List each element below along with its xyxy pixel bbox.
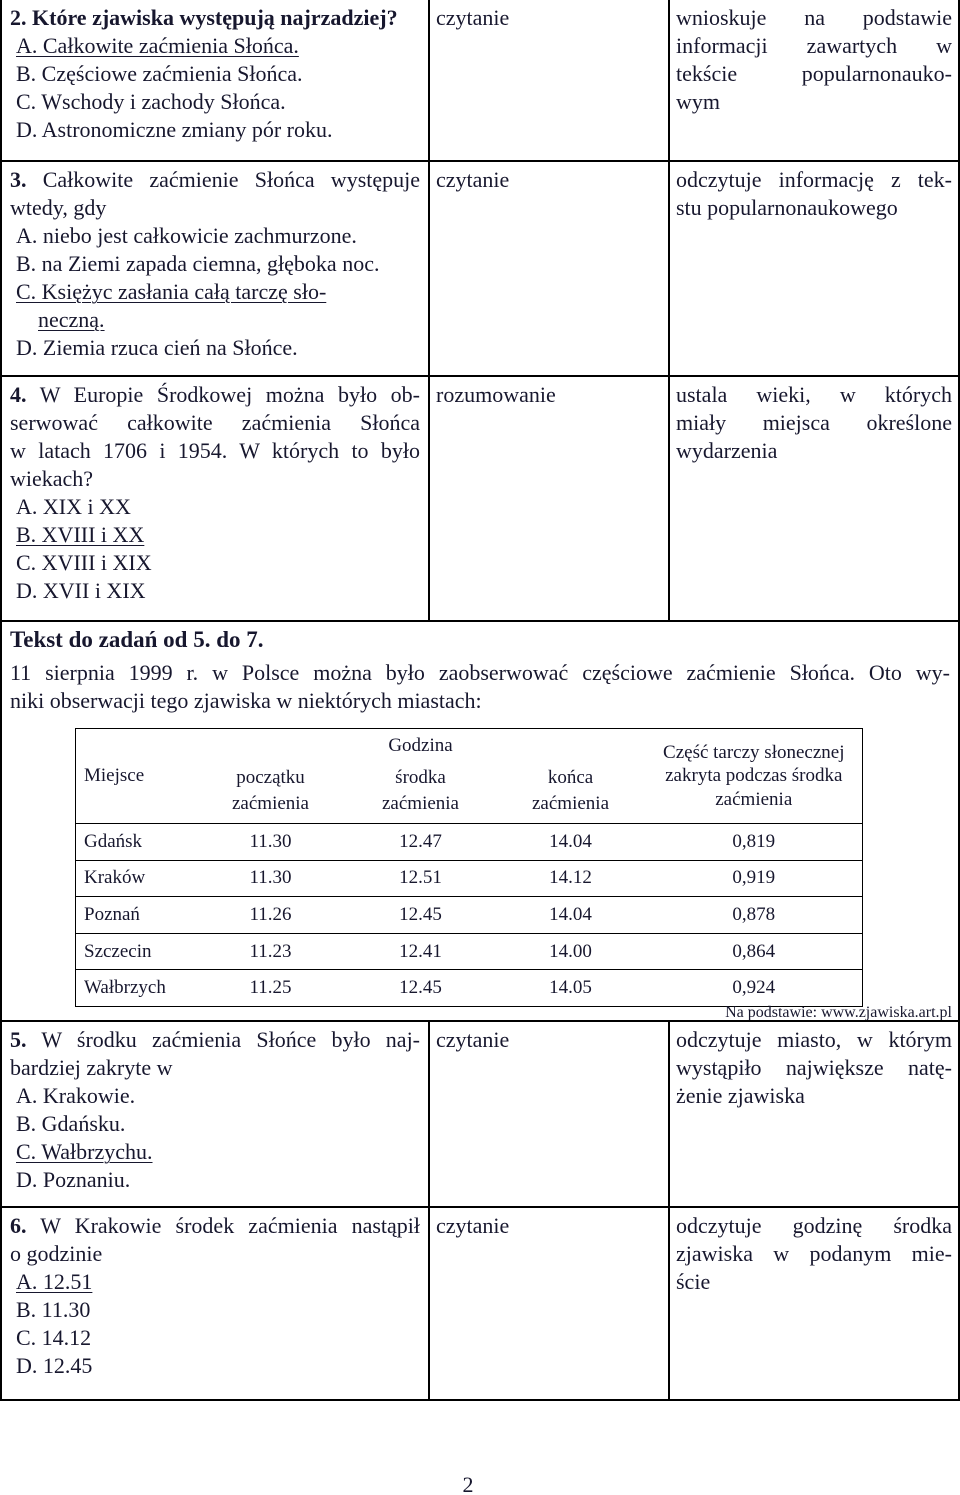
middle-time-cell: 12.41 [346,933,496,970]
answer-option-text: B. XVIII i XX [16,522,145,547]
question-cell [0,1022,430,1206]
question-stem-line [10,1026,420,1054]
answer-option [10,116,420,144]
requirement-line: tekście popularnonauko- [676,61,952,86]
end-time-cell: 14.05 [496,970,646,1007]
question-stem-text: wiekach? [10,466,94,491]
requirement-line: odczytuje miasto, w którym [676,1027,952,1052]
requirement-line: stu popularnonaukowego [676,195,898,220]
question-cell [0,162,430,375]
answer-option-text: A. Całkowite zaćmienia Słońca. [16,33,299,58]
header-end-line: końca [547,767,594,788]
header-middle-line: zaćmienia [381,793,459,814]
question-stem-text: serwować całkowite zaćmienia Słońca [10,410,420,435]
question-stem-text: W Krakowie środek zaćmienia nastąpił [40,1213,420,1238]
answer-option-text: C. XVIII i XIX [16,550,152,575]
paragraph-line: 11 sierpnia 1999 r. w Polsce można było zaobserwować częściowe zaćmienie Słońca. Oto wy- [10,660,950,685]
question-stem-text: wtedy, gdy [10,195,107,220]
answer-option-text: C. 14.12 [16,1325,92,1350]
middle-time-cell: 12.45 [346,970,496,1007]
question-cell [0,377,430,620]
coverage-cell: 0,819 [646,824,863,861]
answer-option-text: D. 12.45 [16,1353,93,1378]
requirement-line: wystąpiło największe natę- [676,1055,952,1080]
requirement-line: wym [676,89,720,114]
eclipse-observation-table [75,728,863,1007]
start-time-cell: 11.25 [196,970,346,1007]
question-row [0,1208,960,1400]
answer-option-text: B. 11.30 [16,1297,91,1322]
question-stem-line [10,166,420,194]
question-stem-text: o godzinie [10,1241,103,1266]
answer-option [10,521,420,549]
requirement-cell [670,162,958,375]
requirement-line: zjawiska w podanym mie- [676,1241,952,1266]
answer-option-text: B. na Ziemi zapada ciemna, głęboka noc. [16,251,380,276]
question-row [0,377,960,622]
answer-option-text: C. Wałbrzychu. [16,1139,153,1164]
answer-option-text: B. Gdańsku. [16,1111,126,1136]
skill-cell [430,377,670,620]
requirement-line: ustala wieki, w których [676,382,952,407]
question-stem-line [10,381,420,409]
answer-option-text: A. XIX i XX [16,494,131,519]
text-section-paragraph [10,659,950,715]
answer-option [10,334,420,362]
header-coverage-line: zaćmienia [715,788,793,810]
question-stem-line [10,437,420,465]
answer-option-text: C. Wschody i zachody Słońca. [16,89,286,114]
city-cell: Gdańsk [76,824,196,861]
table-row [76,860,863,897]
requirement-line: miały miejsca określone [676,410,952,435]
source-note: Na podstawie: www.zjawiska.art.pl [725,1004,952,1021]
answer-option [10,32,420,60]
city-cell: Wałbrzych [76,970,196,1007]
answer-option-text: D. Poznaniu. [16,1167,131,1192]
skill-label: czytanie [436,1027,510,1052]
header-start-line: początku [236,767,305,788]
start-time-cell: 11.23 [196,933,346,970]
question-number: 2. [10,5,27,30]
city-cell: Szczecin [76,933,196,970]
answer-option [10,222,420,250]
start-time-cell: 11.26 [196,897,346,934]
requirement-line: wydarzenia [676,438,778,463]
question-stem-line [10,1240,420,1268]
table-row [76,897,863,934]
requirement-cell [670,0,958,160]
question-number: 3. [10,167,27,192]
question-row [0,1020,960,1208]
skill-label: czytanie [436,1213,510,1238]
question-stem-text: Całkowite zaćmienie Słońca występuje [42,167,421,192]
answer-option [10,1268,420,1296]
question-number: 6. [10,1213,27,1238]
end-time-cell: 14.00 [496,933,646,970]
answer-option [10,278,420,334]
answer-option [10,1296,420,1324]
requirement-cell [670,377,958,620]
end-time-cell: 14.12 [496,860,646,897]
answer-option-text: A. niebo jest całkowicie zachmurzone. [16,223,357,248]
question-row [0,162,960,377]
answer-option-text: C. Księżyc zasłania całą tarczę sło- [16,279,327,304]
table-row [76,970,863,1007]
header-coverage-line: Część tarczy słonecznej [663,741,845,763]
skill-cell [430,1208,670,1400]
answer-option [10,577,420,605]
skill-label: czytanie [436,5,510,30]
question-number: 5. [10,1027,27,1052]
requirement-line: żenie zjawiska [676,1083,805,1108]
coverage-cell: 0,878 [646,897,863,934]
header-coverage-line: zakryta podczas środka [665,765,843,787]
skill-label: czytanie [436,167,510,192]
middle-time-cell: 12.51 [346,860,496,897]
answer-option [10,493,420,521]
answer-option [10,549,420,577]
page-number: 2 [462,1472,474,1495]
requirement-line: ście [676,1269,711,1294]
question-stem-text: W środku zaćmienia Słońce było naj- [41,1027,421,1052]
skill-cell [430,1022,670,1206]
text-section-heading: Tekst do zadań od 5. do 7. [10,627,264,652]
answer-option-text: B. Częściowe zaćmienia Słońca. [16,61,303,86]
start-time-cell: 11.30 [196,860,346,897]
header-end-line: zaćmienia [532,793,610,814]
table-body [76,824,863,1007]
question-cell [0,0,430,160]
end-time-cell: 14.04 [496,824,646,861]
table-row [76,933,863,970]
requirement-line: odczytuje godzinę środka [676,1213,952,1238]
city-cell: Kraków [76,860,196,897]
requirement-cell [670,1208,958,1400]
header-time: Godzina [388,735,453,756]
header-start-line: zaćmienia [231,793,309,814]
middle-time-cell: 12.45 [346,897,496,934]
requirement-line: odczytuje informację z tek- [676,167,952,192]
question-cell [0,1208,430,1400]
answer-option-text: neczną. [38,307,105,332]
coverage-cell: 0,924 [646,970,863,1007]
table-row [76,824,863,861]
header-start [196,763,346,824]
answer-option-text: D. Ziemia rzuca cień na Słońce. [16,335,298,360]
answer-option [10,60,420,88]
skill-cell [430,0,670,160]
question-stem-text: W Europie Środkowej można było ob- [39,382,420,407]
answer-option [10,88,420,116]
answer-option-text: A. Krakowie. [16,1083,136,1108]
paragraph-line: niki obserwacji tego zjawiska w niektórych miastach: [10,688,482,713]
answer-option [10,250,420,278]
coverage-cell: 0,864 [646,933,863,970]
end-time-cell: 14.04 [496,897,646,934]
question-stem-line [10,1212,420,1240]
requirement-line: wnioskuje na podstawie [676,5,952,30]
question-stem-line [10,1054,420,1082]
answer-option-text: D. XVII i XIX [16,578,146,603]
skill-label: rozumowanie [436,382,556,407]
question-row [0,0,960,162]
header-coverage [646,729,863,824]
header-end [496,763,646,824]
header-middle [346,763,496,824]
question-stem-text: bardziej zakryte w [10,1055,173,1080]
answer-option-text: A. 12.51 [16,1269,93,1294]
answer-option [10,1082,420,1110]
question-stem-line [10,4,420,32]
answer-option [10,1166,420,1194]
question-stem-line [10,465,420,493]
header-middle-line: środka [395,767,446,788]
answer-option [10,1352,420,1380]
city-cell: Poznań [76,897,196,934]
question-stem-text: Które zjawiska występują najrzadziej? [32,5,398,30]
requirement-line: informacji zawartych w [676,33,952,58]
question-number: 4. [10,382,27,407]
skill-cell [430,162,670,375]
middle-time-cell: 12.47 [346,824,496,861]
question-stem-line [10,409,420,437]
question-stem-line [10,194,420,222]
answer-option [10,1324,420,1352]
requirement-cell [670,1022,958,1206]
coverage-cell: 0,919 [646,860,863,897]
answer-option [10,1138,420,1166]
question-stem-text: w latach 1706 i 1954. W których to było [10,438,420,463]
start-time-cell: 11.30 [196,824,346,861]
answer-option [10,1110,420,1138]
header-place: Miejsce [84,765,145,786]
answer-option-text: D. Astronomiczne zmiany pór roku. [16,117,333,142]
